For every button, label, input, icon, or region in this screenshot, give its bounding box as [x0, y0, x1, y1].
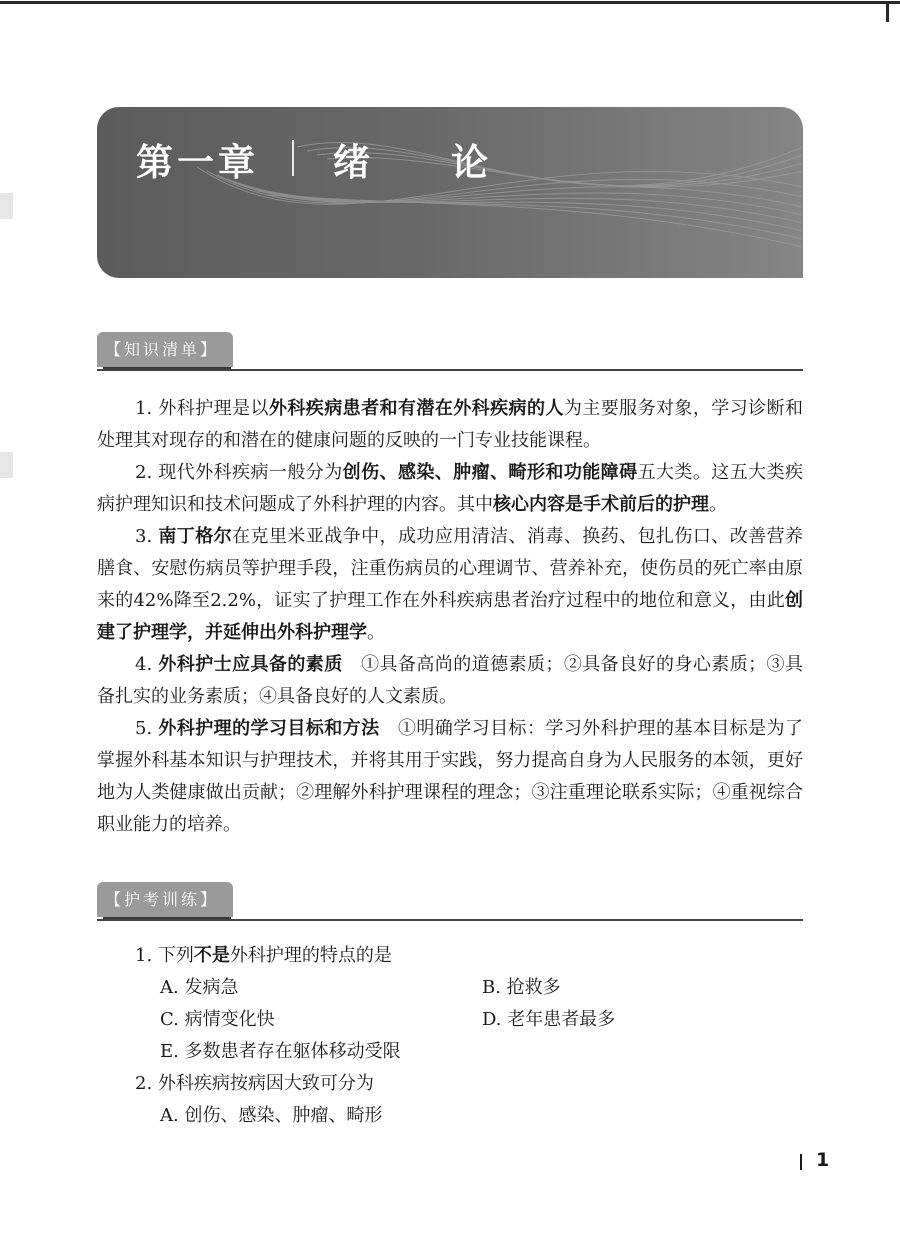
question-2-option-a[interactable]: A. 创伤、感染、肿瘤、畸形 [160, 1105, 383, 1126]
chapter-divider [292, 140, 294, 176]
page-number-bar [800, 1154, 802, 1170]
page-top-rule [0, 1, 900, 4]
chapter-title-part2: 论 [451, 141, 488, 184]
section-rule [97, 369, 803, 371]
question-1-stem: 1. 下列不是外科护理的特点的是 [135, 945, 392, 966]
chapter-label: 第一章 [136, 141, 259, 184]
edge-mark-lower [0, 452, 13, 478]
chapter-title-part1: 绪 [333, 141, 370, 184]
knowledge-item-1: 1. 外科护理是以外科疾病患者和有潜在外科疾病的人为主要服务对象，学习诊断和处理其对现存的和潜在的健康问题的反映的一门专业技能课程。 [97, 398, 804, 451]
question-1-option-b[interactable]: B. 抢救多 [482, 977, 561, 998]
corner-tick [886, 4, 889, 22]
question-1-option-e[interactable]: E. 多数患者存在躯体移动受限 [160, 1041, 401, 1062]
question-2-stem: 2. 外科疾病按病因大致可分为 [135, 1073, 374, 1094]
section-title-practice: 【护考训练】 [97, 882, 233, 917]
question-1-option-a[interactable]: A. 发病急 [160, 977, 239, 998]
section-header-knowledge [97, 332, 803, 372]
page-number: 1 [816, 1149, 830, 1171]
section-title-knowledge: 【知识清单】 [97, 332, 233, 367]
edge-mark-upper [0, 193, 13, 219]
question-1-option-d[interactable]: D. 老年患者最多 [482, 1009, 616, 1030]
section-rule [97, 919, 803, 921]
knowledge-item-4: 4. 外科护士应具备的素质 ①具备高尚的道德素质；②具备良好的身心素质；③具备扎实的业务素质；④具备良好的人文素质。 [97, 654, 803, 707]
knowledge-item-3: 3. 南丁格尔在克里米亚战争中，成功应用清洁、消毒、换药、包扎伤口、改善营养膳食、安慰伤病员等护理手段，注重伤病员的心理调节、营养补充，使伤员的死亡率由原来的42%降至2.2%，证实了护理工作在外科疾病患者治疗过程中的地位和意义，由此创建了护理学，并延伸出外科护理学。 [97, 526, 803, 643]
knowledge-item-5: 5. 外科护理的学习目标和方法 ①明确学习目标：学习外科护理的基本目标是为了掌握外科基本知识与护理技术，并将其用于实践，努力提高自身为人民服务的本领，更好地为人类健康做出贡献；②理解外科护理课程的理念；③注重理论联系实际；④重视综合职业能力的培养。 [97, 718, 803, 835]
question-1-option-c[interactable]: C. 病情变化快 [160, 1009, 275, 1030]
knowledge-item-2: 2. 现代外科疾病一般分为创伤、感染、肿瘤、畸形和功能障碍五大类。这五大类疾病护理知识和技术问题成了外科护理的内容。其中核心内容是手术前后的护理。 [97, 462, 804, 515]
section-header-practice [97, 882, 803, 922]
